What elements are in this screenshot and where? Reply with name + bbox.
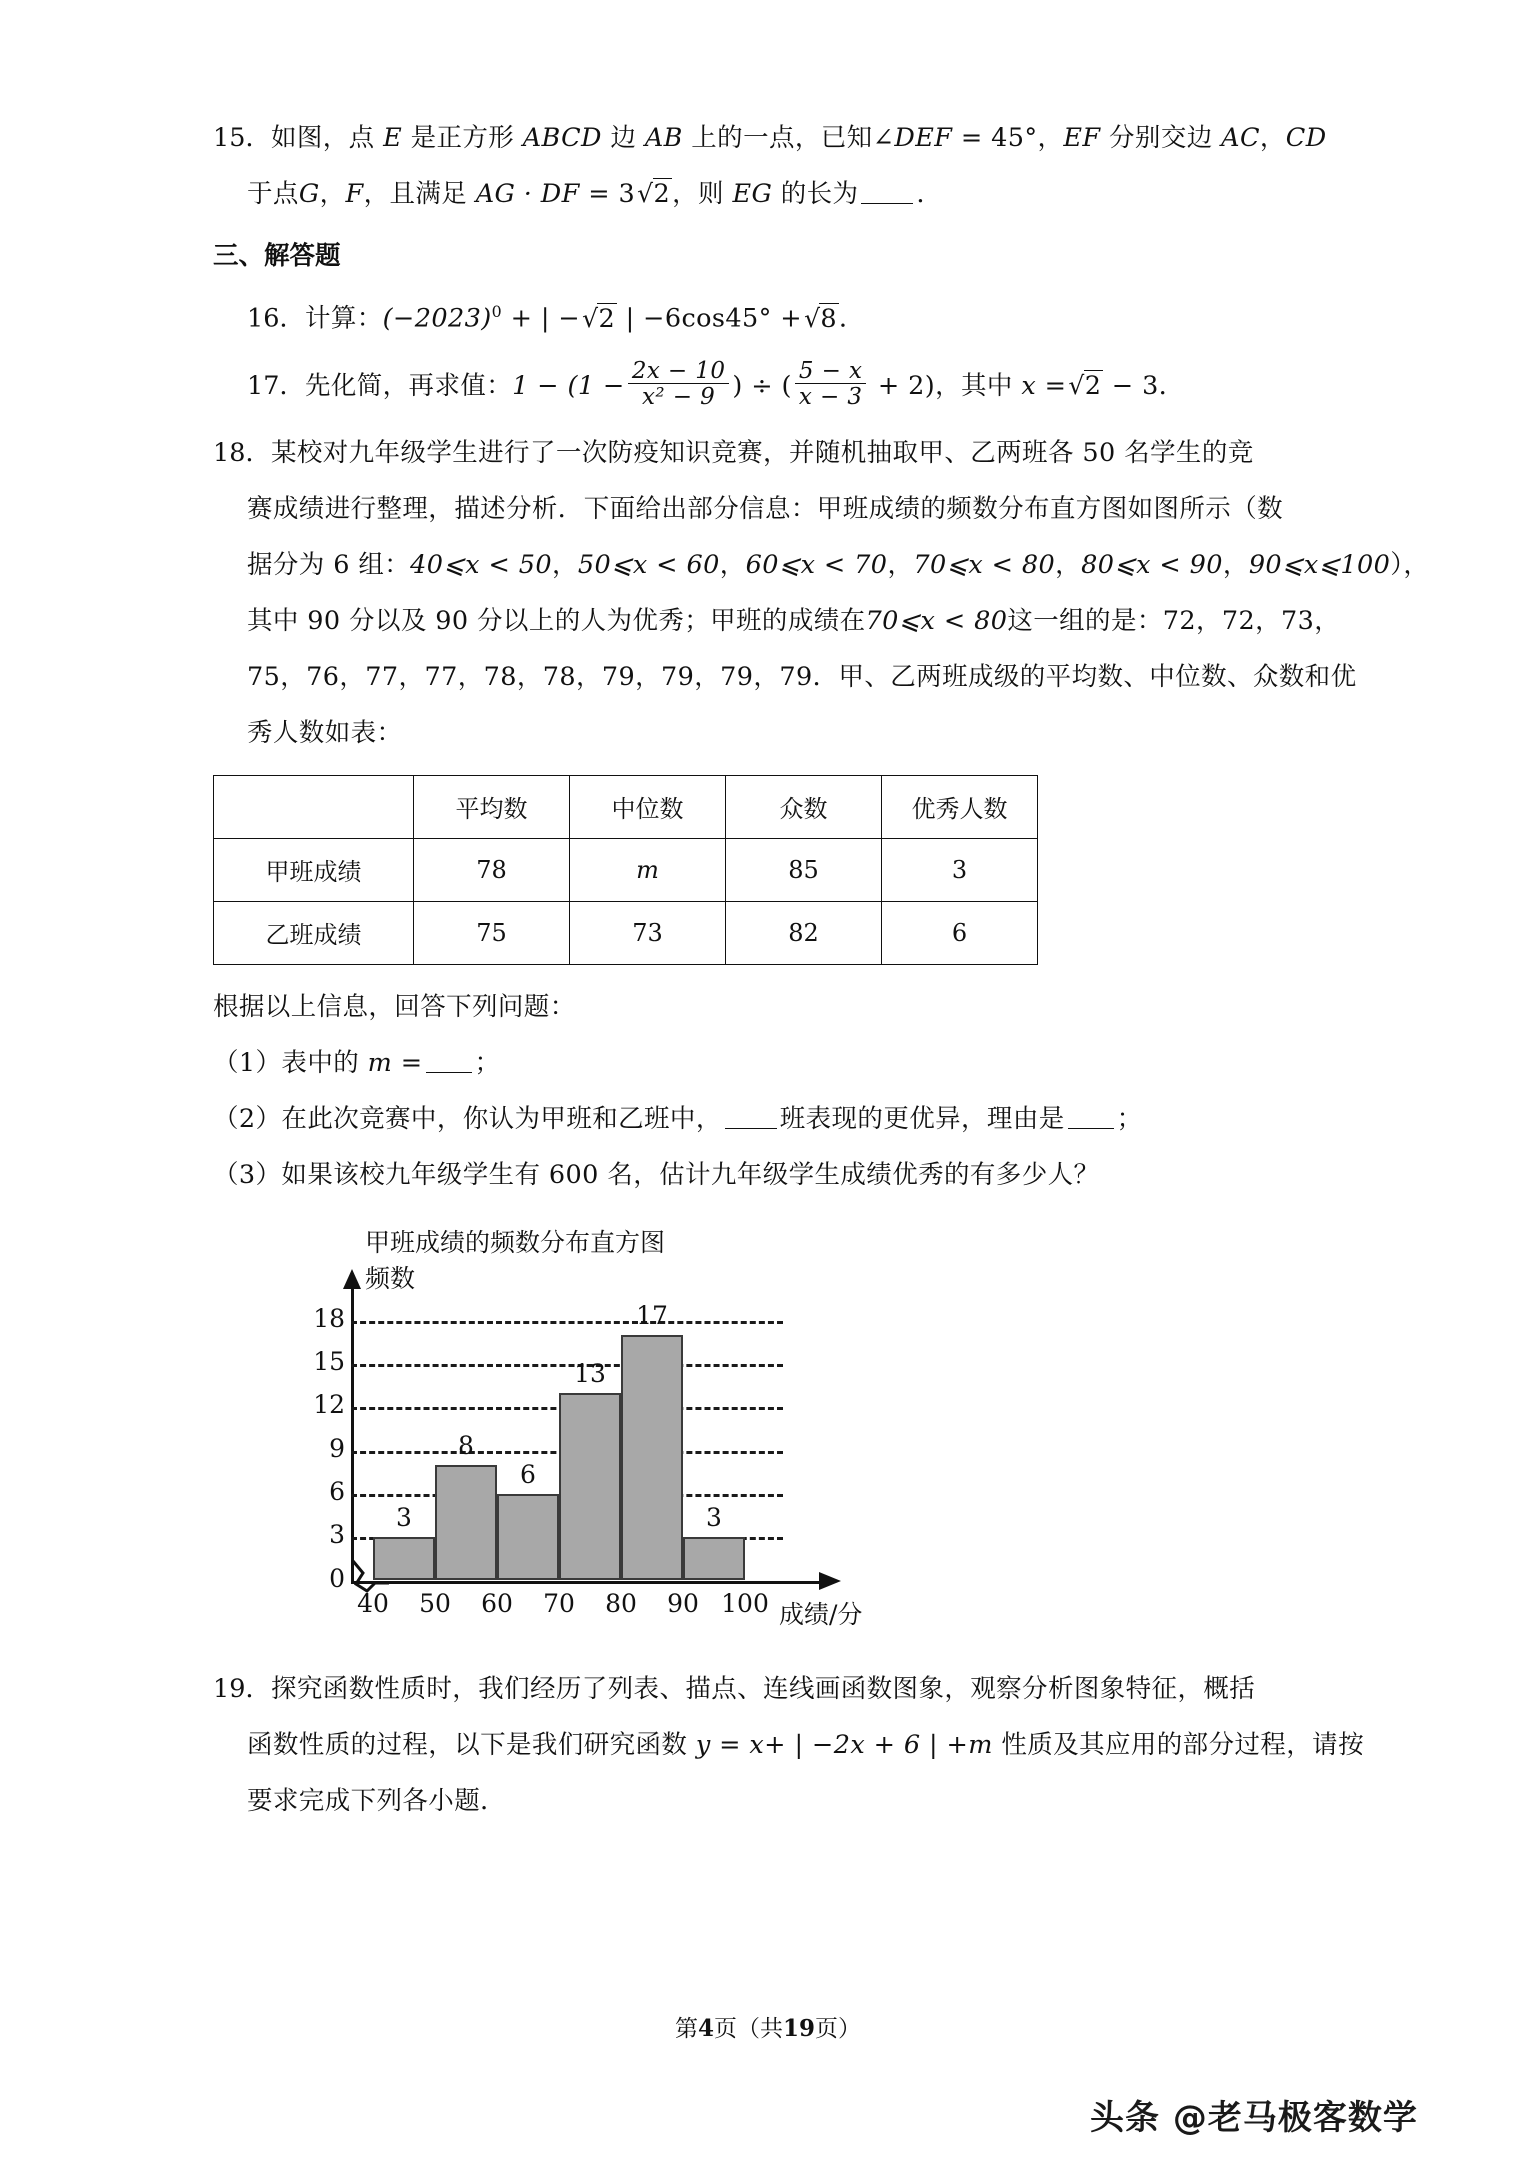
chart-x-axis — [351, 1581, 821, 1584]
radical-icon: √ — [804, 303, 821, 333]
chart-y-tick-12: 12 — [313, 1390, 345, 1420]
q18-sub2-a: （2）在此次竞赛中，你认为甲班和乙班中， — [213, 1103, 722, 1134]
q15-text-f: 分别交边 — [1100, 123, 1222, 153]
question-19-line-3: 要求完成下列各小题． — [247, 1785, 507, 1816]
sep5: ， — [1222, 549, 1249, 580]
q15-var-EG: EG — [732, 179, 773, 209]
chart-bar-value-90-100: 3 — [706, 1503, 722, 1533]
chart-x-axis-label: 成绩/分 — [779, 1599, 863, 1629]
q19-function-expression: y = x+ | −2x + 6 | +m — [695, 1729, 993, 1760]
table-header-excellent: 优秀人数 — [882, 775, 1038, 838]
chart-y-axis — [351, 1285, 354, 1581]
chart-x-tick-90: 90 — [667, 1588, 699, 1618]
q17-eq: = — [1036, 370, 1067, 401]
q18-l4-b: 这一组的是：72，72，73， — [1007, 605, 1341, 636]
table-header-row — [214, 775, 1038, 838]
cell-mode-b: 82 — [726, 901, 882, 964]
cell-excellent-b: 6 — [882, 901, 1038, 964]
chart-bar-80-90 — [621, 1335, 683, 1581]
q15-l2-a: 于点 — [247, 179, 299, 209]
q18-sub-2 — [213, 1091, 1313, 1147]
q17-var-x: x — [1021, 370, 1037, 401]
q16-radical-2 — [802, 291, 839, 347]
page-footer — [0, 2010, 1536, 2043]
chart-gridline — [351, 1321, 783, 1324]
chart-y-tick-0: 0 — [329, 1563, 345, 1593]
row-label-class-b: 乙班成绩 — [214, 901, 414, 964]
q16-radicand-2: 8 — [820, 303, 838, 334]
q15-text-g: ， — [1259, 123, 1286, 153]
q18-l3-end: ）， — [1390, 549, 1430, 580]
q18-group-2: 50⩽x < 60 — [577, 549, 720, 580]
cell-mean-a: 78 — [414, 838, 570, 901]
chart-x-tick-80: 80 — [605, 1588, 637, 1618]
question-19-line-1 — [213, 1661, 1313, 1717]
question-18-line-3 — [247, 537, 1430, 593]
q18-l4-range: 70⩽x < 80 — [865, 605, 1008, 636]
chart-title: 甲班成绩的频数分布直方图 — [365, 1227, 666, 1257]
chart-y-tick-15: 15 — [313, 1346, 345, 1376]
q16-label: 计算： — [304, 303, 383, 334]
chart-x-tick-40: 40 — [357, 1588, 389, 1618]
q17-expr-a: 1 − (1 − — [512, 370, 625, 401]
chart-bar-value-80-90: 17 — [636, 1300, 668, 1330]
sep1: ， — [551, 549, 578, 580]
chart-bar-70-80 — [559, 1393, 621, 1581]
q17-frac2-denominator: x − 3 — [798, 383, 863, 410]
q19-l2-a: 函数性质的过程，以下是我们研究函数 — [247, 1729, 696, 1760]
sep2: ， — [719, 549, 746, 580]
q18-sub-1 — [213, 1035, 1313, 1091]
radical-icon: √ — [1068, 370, 1085, 400]
q18-sub2-blank-1[interactable] — [725, 1105, 777, 1129]
q15-text-e: ， — [1037, 123, 1064, 153]
q15-answer-blank[interactable] — [861, 180, 913, 204]
q17-frac2-numerator: 5 − x — [795, 359, 867, 384]
q15-var-AC: AC — [1221, 123, 1260, 153]
q16-expr-c: | −6cos45° + — [617, 303, 803, 334]
q15-var-EF: EF — [1063, 123, 1101, 153]
q18-sub1-a: （1）表中的 — [213, 1047, 368, 1078]
sep3: ， — [887, 549, 914, 580]
q18-group-4: 70⩽x < 80 — [913, 549, 1056, 580]
chart-x-tick-50: 50 — [419, 1588, 451, 1618]
question-19-number: 19． — [213, 1673, 271, 1704]
q19-l2-b: 性质及其应用的部分过程，请按 — [992, 1729, 1364, 1760]
chart-x-axis-arrow — [819, 1572, 841, 1590]
chart-bar-value-60-70: 6 — [520, 1459, 536, 1489]
question-18-line-2: 赛成绩进行整理，描述分析．下面给出部分信息：甲班成绩的频数分布直方图如图所示（数 — [247, 493, 1284, 524]
chart-y-tick-18: 18 — [313, 1303, 345, 1333]
question-15-number: 15． — [213, 123, 271, 153]
watermark: 头条 @老马极客数学 — [1090, 2098, 1418, 2138]
q18-followup-intro: 根据以上信息，回答下列问题： — [213, 991, 576, 1022]
q16-expr-b: + | − — [502, 303, 581, 334]
table-header-blank — [214, 775, 414, 838]
footer-suffix: 页） — [815, 2016, 862, 2042]
q15-radicand: 2 — [653, 179, 671, 209]
q16-expr-a: (−2023) — [382, 303, 492, 334]
chart-plot-area — [273, 1263, 873, 1639]
q15-expr-AGDF: AG · DF — [475, 179, 580, 209]
chart-y-tick-6: 6 — [329, 1476, 345, 1506]
chart-y-tick-3: 3 — [329, 1520, 345, 1550]
cell-mean-b: 75 — [414, 901, 570, 964]
question-17-number: 17． — [247, 370, 305, 401]
q18-sub2-end: ； — [1116, 1103, 1143, 1134]
q16-radicand-1: 2 — [598, 303, 616, 334]
q17-frac1-denominator: x² − 9 — [642, 383, 716, 410]
question-18-line-5: 75，76，77，77，78，78，79，79，79，79．甲、乙两班成级的平均数、中位数、众数和优 — [247, 661, 1357, 692]
chart-y-tick-9: 9 — [329, 1433, 345, 1463]
chart-bar-value-40-50: 3 — [396, 1503, 412, 1533]
q17-fraction-2 — [795, 359, 867, 411]
q15-l2-c: ，且满足 — [363, 179, 476, 209]
radical-icon: √ — [637, 179, 654, 208]
radical-icon: √ — [582, 303, 599, 333]
q18-group-6: 90⩽x⩽100 — [1248, 549, 1391, 580]
q15-var-F: F — [345, 179, 364, 209]
chart-y-axis-label: 频数 — [365, 1263, 416, 1293]
question-18-number: 18． — [213, 437, 271, 468]
stats-table — [213, 775, 1038, 965]
q18-l4-a: 其中 90 分以及 90 分以上的人为优秀；甲班的成绩在 — [247, 605, 866, 636]
q17-expr-end: ． — [1158, 370, 1185, 401]
question-18-line-4 — [247, 593, 1341, 649]
question-16-number: 16． — [247, 303, 305, 334]
q15-radical — [635, 166, 672, 222]
q18-l1: 某校对九年级学生进行了一次防疫知识竞赛，并随机抽取甲、乙两班各 50 名学生的竞 — [270, 437, 1254, 468]
q17-fraction-1 — [628, 359, 730, 411]
chart-bar-value-50-60: 8 — [458, 1430, 474, 1460]
chart-x-tick-60: 60 — [481, 1588, 513, 1618]
q15-l2-eq: = 3 — [579, 179, 636, 209]
cell-median-b: 73 — [570, 901, 726, 964]
q15-text-d: 上的一点，已知 — [682, 123, 873, 153]
q18-group-1: 40⩽x < 50 — [410, 549, 552, 580]
q18-sub1-answer-blank[interactable] — [426, 1049, 472, 1073]
q15-var-E: E — [383, 123, 403, 153]
table-header-median: 中位数 — [570, 775, 726, 838]
q15-l2-e: 的长为 — [772, 179, 859, 209]
q17-label: 先化简，再求值： — [304, 370, 513, 401]
footer-page-number: 4 — [697, 2015, 714, 2042]
chart-x-tick-70: 70 — [543, 1588, 575, 1618]
q15-l2-b: ， — [319, 179, 346, 209]
footer-mid: 页（共 — [714, 2016, 783, 2042]
q15-l2-d: ，则 — [672, 179, 733, 209]
chart-bar-40-50 — [373, 1537, 435, 1580]
q15-angle-DEF: ∠DEF — [872, 123, 953, 153]
chart-bar-value-70-80: 13 — [574, 1358, 606, 1388]
footer-prefix: 第 — [674, 2016, 698, 2042]
q18-sub2-blank-2[interactable] — [1068, 1105, 1114, 1129]
section-heading-3: 三、解答题 — [213, 241, 341, 271]
chart-x-tick-100: 100 — [721, 1588, 769, 1618]
question-19-line-2 — [247, 1717, 1364, 1773]
q15-l2-end: ． — [916, 179, 943, 209]
q15-var-AB: AB — [644, 123, 683, 153]
q17-frac1-numerator: 2x − 10 — [628, 359, 730, 384]
chart-bar-50-60 — [435, 1465, 497, 1581]
q15-var-G: G — [298, 179, 320, 209]
q15-text-b: 是正方形 — [402, 123, 523, 153]
q18-group-3: 60⩽x < 70 — [745, 549, 888, 580]
q17-radical — [1066, 347, 1103, 425]
question-17 — [247, 347, 1313, 425]
frequency-histogram — [273, 1223, 893, 1653]
q15-text-a: 如图，点 — [270, 123, 384, 153]
q15-var-CD: CD — [1285, 123, 1327, 153]
q18-sub2-b: 班表现的更优异，理由是 — [779, 1103, 1065, 1134]
question-15-line-2 — [247, 166, 1313, 222]
cell-excellent-a: 3 — [882, 838, 1038, 901]
q17-expr-c: + 2) — [869, 370, 936, 401]
chart-bar-90-100 — [683, 1537, 745, 1580]
q18-sub1-var-m: m — [367, 1047, 393, 1078]
q16-expr-end: ． — [839, 303, 865, 334]
q19-l1: 探究函数性质时，我们经历了列表、描点、连线画函数图象，观察分析图象特征，概括 — [270, 1673, 1256, 1704]
q16-radical-1 — [580, 291, 617, 347]
question-18-line-6: 秀人数如表： — [247, 717, 403, 748]
sep4: ， — [1055, 549, 1082, 580]
q15-var-ABCD: ABCD — [522, 123, 602, 153]
question-15-line-1 — [213, 110, 1327, 166]
question-16 — [247, 284, 1313, 347]
table-header-mean: 平均数 — [414, 775, 570, 838]
question-18-line-1 — [213, 425, 1313, 481]
q18-sub1-eq: = — [392, 1047, 423, 1078]
q15-text-c: 边 — [601, 123, 645, 153]
q17-expr-b: ) ÷ ( — [732, 370, 792, 401]
q17-radicand: 2 — [1084, 370, 1102, 401]
q16-exponent: 0 — [491, 302, 503, 321]
chart-y-axis-arrow — [343, 1269, 361, 1289]
q17-expr-d: ，其中 — [935, 370, 1022, 401]
chart-bar-60-70 — [497, 1494, 559, 1581]
page-content — [213, 110, 1430, 1829]
row-label-class-a: 甲班成绩 — [214, 838, 414, 901]
table-row — [214, 901, 1038, 964]
cell-mode-a: 85 — [726, 838, 882, 901]
q18-l3-a: 据分为 6 组： — [247, 549, 411, 580]
footer-total-pages: 19 — [783, 2015, 816, 2042]
table-header-mode: 众数 — [726, 775, 882, 838]
cell-median-a: m — [570, 838, 726, 901]
q17-minus: − 3 — [1103, 370, 1159, 401]
q18-sub-3: （3）如果该校九年级学生有 600 名，估计九年级学生成绩优秀的有多少人？ — [213, 1159, 1100, 1190]
q15-angle-value: = 45° — [952, 123, 1038, 153]
q18-sub1-end: ； — [474, 1047, 501, 1078]
q18-group-5: 80⩽x < 90 — [1081, 549, 1223, 580]
table-row — [214, 838, 1038, 901]
